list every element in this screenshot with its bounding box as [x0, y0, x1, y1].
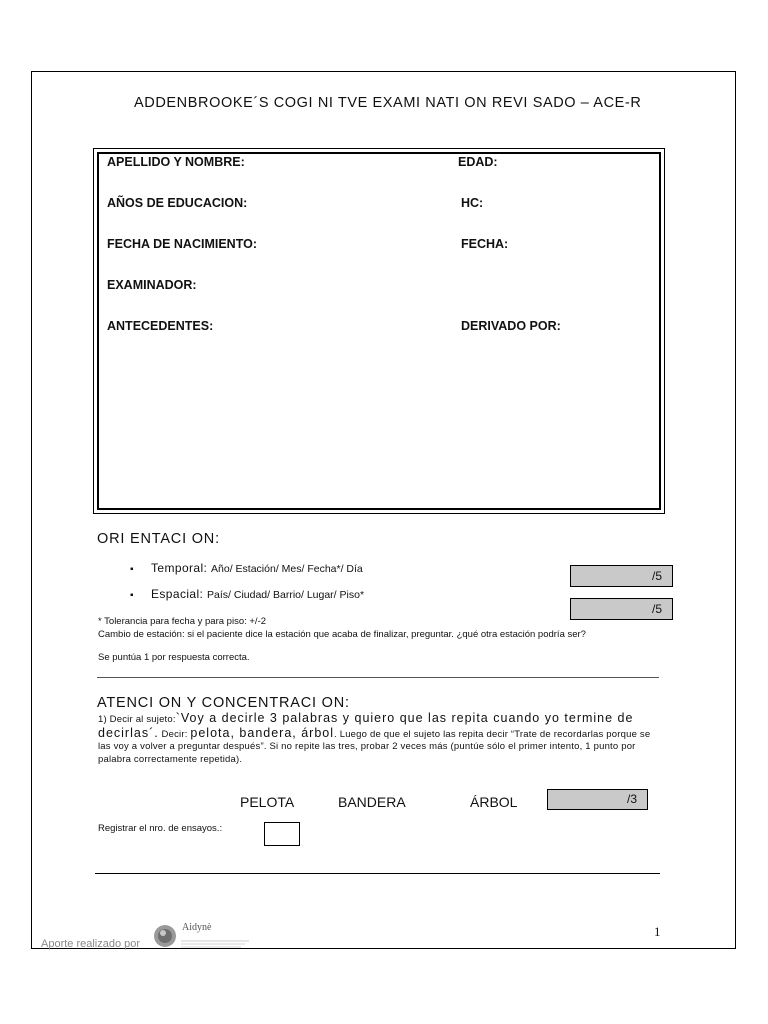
- referred-label: DERIVADO POR:: [461, 319, 561, 333]
- tolerance-note: * Tolerancia para fecha y para piso: +/-2: [98, 616, 267, 627]
- spatial-items: País/ Ciudad/ Barrio/ Lugar/ Piso*: [207, 589, 365, 601]
- spatial-label: Espacial:: [151, 587, 204, 601]
- name-label: APELLIDO Y NOMBRE:: [107, 155, 245, 169]
- temporal-label: Temporal:: [151, 561, 208, 575]
- bullet-icon: ▪: [130, 564, 134, 575]
- temporal-score-box[interactable]: [570, 565, 673, 587]
- footer-credit: Aporte realizado por: [41, 938, 141, 950]
- bottom-rule: [95, 873, 660, 874]
- logo-text: Aidynè: [182, 922, 212, 933]
- season-note: Cambio de estación: si el paciente dice la estación que acaba de finalizar, preguntar. ¿qué otra estación podría ser?: [98, 629, 586, 640]
- registration-score: /3: [626, 792, 637, 806]
- orientation-heading: ORI ENTACI ON:: [97, 531, 220, 547]
- temporal-item: [151, 561, 363, 575]
- instruction-rest: . Luego de que el sujeto las repita decir “Trate de recordarlas porque se las voy a volver a preguntar después”. Si no repite las tres, probar 2 veces más (puntúe sólo el primer intento, 1 punto por palabra correctamente repetida).: [98, 728, 651, 765]
- history-label: ANTECEDENTES:: [107, 319, 214, 333]
- section-divider: [97, 677, 659, 678]
- word-pelota: PELOTA: [240, 794, 295, 810]
- hc-label: HC:: [461, 196, 484, 210]
- temporal-items: Año/ Estación/ Mes/ Fecha*/ Día: [211, 563, 363, 575]
- attention-heading: ATENCI ON Y CONCENTRACI ON:: [97, 695, 350, 711]
- instruction-quote: `Voy a decirle 3 palabras y quiero que las repita cuando yo termine de decirlas´.: [98, 711, 634, 740]
- page-number: 1: [654, 924, 661, 939]
- word-bandera: BANDERA: [338, 794, 406, 810]
- trials-label: Registrar el nro. de ensayos.:: [98, 823, 223, 834]
- word-arbol: ÁRBOL: [470, 794, 518, 810]
- trials-input-box[interactable]: [264, 822, 300, 846]
- registration-score-box[interactable]: [547, 789, 648, 810]
- education-label: AÑOS DE EDUCACION:: [107, 196, 248, 210]
- document-title: ADDENBROOKE´S COGI NI TVE EXAMI NATI ON REVI SADO – ACE-R: [134, 95, 642, 111]
- attention-instructions: [98, 712, 661, 766]
- spatial-score-box[interactable]: [570, 598, 673, 620]
- spatial-score: /5: [651, 602, 662, 616]
- bullet-icon: ▪: [130, 590, 134, 601]
- temporal-score: /5: [651, 569, 662, 583]
- scoring-note: Se puntúa 1 por respuesta correcta.: [98, 652, 250, 663]
- instruction-words: pelota, bandera, árbol: [190, 725, 335, 740]
- examiner-label: EXAMINADOR:: [107, 278, 197, 292]
- instruction-say: Decir:: [158, 728, 191, 740]
- date-label: FECHA:: [461, 237, 509, 251]
- aidyne-logo: [153, 922, 253, 950]
- birthdate-label: FECHA DE NACIMIENTO:: [107, 237, 257, 251]
- spatial-item: [151, 587, 364, 601]
- instruction-prefix: 1) Decir al sujeto:: [98, 714, 176, 725]
- age-label: EDAD:: [458, 155, 498, 169]
